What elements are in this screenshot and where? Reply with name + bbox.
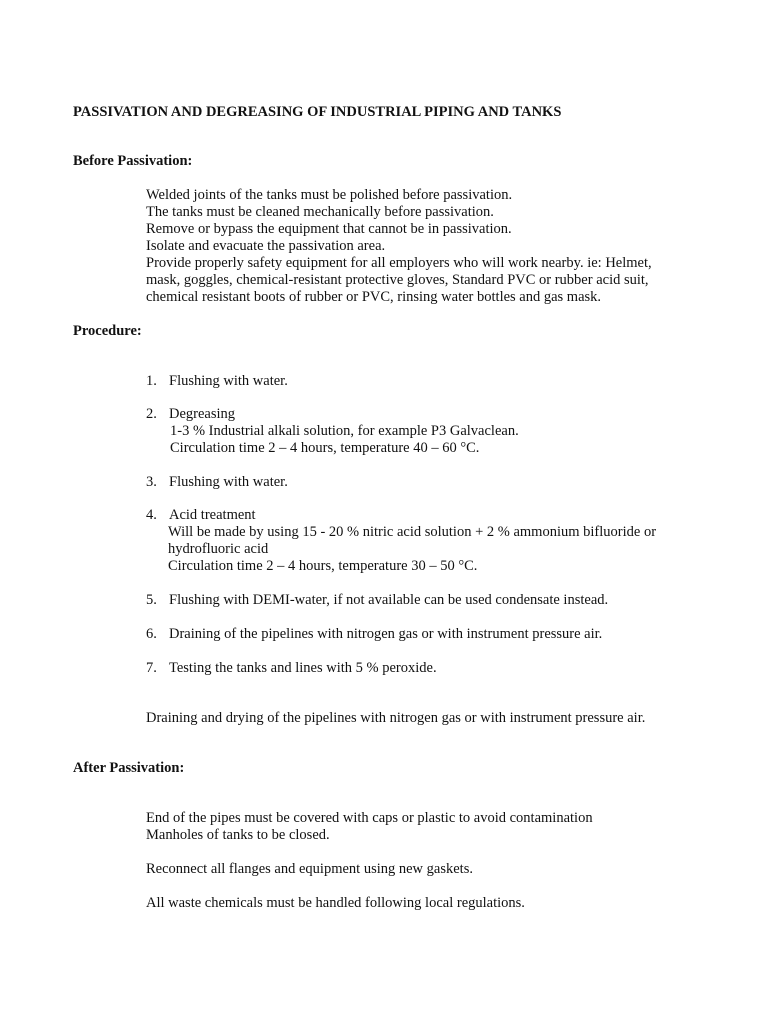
step-subline: Will be made by using 15 - 20 % nitric acid solution + 2 % ammonium bifluoride or: [168, 524, 657, 540]
step-subline: hydrofluoric acid: [168, 541, 269, 557]
document-title: PASSIVATION AND DEGREASING OF INDUSTRIAL PIPING AND TANKS: [73, 104, 562, 120]
step-text: Testing the tanks and lines with 5 % peroxide.: [169, 660, 437, 676]
after-line: End of the pipes must be covered with caps or plastic to avoid contamination: [146, 810, 593, 826]
step-text: Flushing with water.: [169, 373, 288, 389]
after-line: Manholes of tanks to be closed.: [146, 827, 330, 843]
step-text: Acid treatment: [169, 507, 256, 523]
before-line: Remove or bypass the equipment that cannot be in passivation.: [146, 221, 512, 237]
after-line: All waste chemicals must be handled following local regulations.: [146, 895, 525, 911]
step-number: 7.: [146, 660, 157, 676]
step-number: 2.: [146, 406, 157, 422]
step-subline: Circulation time 2 – 4 hours, temperature 40 – 60 °C.: [170, 440, 480, 456]
before-line: The tanks must be cleaned mechanically before passivation.: [146, 204, 494, 220]
step-text: Flushing with water.: [169, 474, 288, 490]
step-text: Flushing with DEMI-water, if not available can be used condensate instead.: [169, 592, 609, 608]
step-number: 1.: [146, 373, 157, 389]
after-passivation-heading: After Passivation:: [73, 760, 185, 776]
step-text: Draining of the pipelines with nitrogen gas or with instrument pressure air.: [169, 626, 603, 642]
step-number: 5.: [146, 592, 157, 608]
procedure-closing: Draining and drying of the pipelines with nitrogen gas or with instrument pressure air.: [146, 710, 646, 726]
step-number: 3.: [146, 474, 157, 490]
step-text: Degreasing: [169, 406, 236, 422]
step-subline: 1-3 % Industrial alkali solution, for example P3 Galvaclean.: [170, 423, 519, 439]
step-number: 4.: [146, 507, 157, 523]
step-subline: Circulation time 2 – 4 hours, temperature 30 – 50 °C.: [168, 558, 478, 574]
before-line: Provide properly safety equipment for all employers who will work nearby. ie: Helmet,: [146, 255, 652, 271]
before-passivation-heading: Before Passivation:: [73, 153, 193, 169]
before-line: Welded joints of the tanks must be polished before passivation.: [146, 187, 513, 203]
before-line: mask, goggles, chemical-resistant protective gloves, Standard PVC or rubber acid suit,: [146, 272, 649, 288]
before-line: chemical resistant boots of rubber or PVC, rinsing water bottles and gas mask.: [146, 289, 602, 305]
step-number: 6.: [146, 626, 157, 642]
procedure-heading: Procedure:: [73, 323, 142, 339]
after-line: Reconnect all flanges and equipment using new gaskets.: [146, 861, 473, 877]
before-line: Isolate and evacuate the passivation area.: [146, 238, 386, 254]
